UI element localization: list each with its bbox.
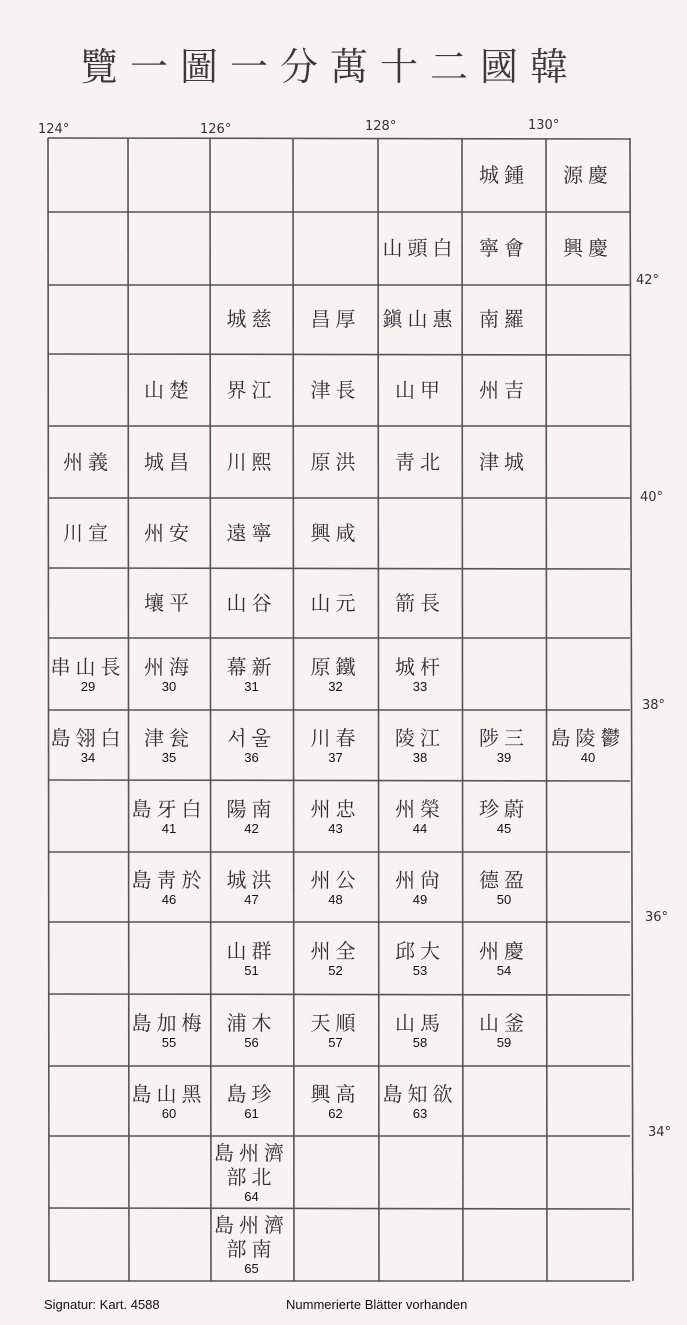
map-sheet-cell[interactable] bbox=[546, 212, 630, 285]
signature-text: Signatur: Kart. 4588 bbox=[44, 1297, 160, 1312]
sheet-name: 興高 bbox=[310, 1081, 361, 1106]
sheet-name: 津瓮 bbox=[144, 725, 194, 750]
map-sheet-cell bbox=[48, 852, 128, 922]
map-sheet-cell bbox=[546, 922, 630, 994]
map-sheet-cell bbox=[462, 498, 546, 568]
map-sheet-cell[interactable] bbox=[293, 638, 378, 710]
sheet-number: 61 bbox=[244, 1105, 259, 1121]
sheet-number: 51 bbox=[244, 962, 259, 978]
sheet-name: 川熙 bbox=[226, 449, 277, 474]
sheet-number: 44 bbox=[412, 820, 428, 836]
sheet-number: 62 bbox=[328, 1105, 343, 1121]
map-sheet-cell bbox=[293, 1208, 378, 1281]
map-sheet-cell[interactable] bbox=[378, 994, 462, 1066]
sheet-number: 52 bbox=[328, 962, 343, 978]
map-sheet-cell[interactable] bbox=[48, 426, 128, 498]
sheet-number: 43 bbox=[328, 820, 343, 836]
sheet-number: 37 bbox=[328, 749, 343, 765]
map-sheet-cell[interactable] bbox=[128, 710, 210, 780]
map-sheet-cell[interactable] bbox=[48, 710, 128, 780]
map-sheet-cell bbox=[546, 852, 630, 922]
sheet-name: 城慈 bbox=[226, 307, 277, 331]
latitude-label-38: 38° bbox=[642, 698, 666, 713]
map-sheet-cell bbox=[546, 994, 630, 1066]
map-sheet-cell[interactable] bbox=[210, 498, 293, 568]
map-sheet-cell bbox=[48, 994, 128, 1066]
map-sheet-cell[interactable] bbox=[378, 922, 462, 994]
sheet-name: 州安 bbox=[144, 520, 194, 545]
sheet-name: 島州濟 部北 bbox=[214, 1140, 289, 1189]
map-sheet-cell[interactable] bbox=[462, 212, 546, 285]
sheet-number: 64 bbox=[244, 1188, 259, 1204]
map-sheet-cell[interactable] bbox=[378, 638, 462, 710]
map-sheet-cell bbox=[462, 638, 546, 710]
map-sheet-cell bbox=[378, 1208, 462, 1281]
map-sheet-cell[interactable] bbox=[210, 426, 293, 498]
map-sheet-cell[interactable] bbox=[462, 710, 546, 780]
sheet-name: 島州濟 部南 bbox=[214, 1213, 289, 1261]
sheet-name: 陟三 bbox=[479, 725, 529, 750]
map-sheet-cell[interactable] bbox=[293, 710, 378, 780]
map-sheet-cell[interactable] bbox=[293, 922, 378, 994]
sheet-name: 州慶 bbox=[479, 938, 529, 963]
sheet-name: 州全 bbox=[310, 938, 361, 963]
grid-column-line bbox=[630, 138, 633, 1281]
map-sheet-cell[interactable] bbox=[378, 710, 462, 780]
map-sheet-cell[interactable] bbox=[462, 922, 546, 994]
map-sheet-cell[interactable] bbox=[128, 498, 210, 568]
map-sheet-cell bbox=[48, 568, 128, 638]
sheet-name: 壤平 bbox=[144, 590, 194, 615]
sheet-name: 山元 bbox=[310, 590, 361, 615]
map-sheet-cell[interactable] bbox=[128, 568, 210, 638]
map-sheet-cell bbox=[546, 1208, 630, 1281]
map-sheet-cell bbox=[48, 922, 128, 994]
map-sheet-cell[interactable] bbox=[462, 852, 546, 922]
sheet-number: 48 bbox=[328, 891, 343, 907]
sheet-name: 浦木 bbox=[226, 1010, 277, 1035]
map-sheet-cell[interactable] bbox=[546, 138, 630, 212]
sheet-name: 島牙白 bbox=[131, 796, 207, 821]
sheet-name: 서울 bbox=[227, 725, 276, 750]
map-sheet-cell[interactable] bbox=[462, 138, 546, 212]
map-sheet-cell[interactable] bbox=[210, 922, 293, 994]
map-sheet-cell[interactable] bbox=[378, 1066, 462, 1136]
map-sheet-cell bbox=[48, 1208, 128, 1281]
map-sheet-cell[interactable] bbox=[210, 285, 293, 354]
sheet-name: 寧會 bbox=[479, 236, 529, 260]
map-sheet-cell[interactable] bbox=[210, 1066, 293, 1136]
map-sheet-cell[interactable] bbox=[293, 568, 378, 638]
sheet-number: 57 bbox=[328, 1034, 343, 1050]
longitude-label-130: 130° bbox=[528, 118, 560, 133]
sheet-name: 山谷 bbox=[226, 590, 277, 615]
map-sheet-cell[interactable] bbox=[128, 354, 210, 426]
map-sheet-cell bbox=[462, 1136, 546, 1208]
sheet-name: 靑北 bbox=[395, 449, 445, 474]
map-sheet-cell[interactable] bbox=[210, 1136, 293, 1208]
sheet-number: 46 bbox=[161, 891, 177, 907]
map-sheet-cell[interactable] bbox=[210, 638, 293, 710]
sheet-name: 川宣 bbox=[63, 520, 113, 545]
map-sheet-cell bbox=[48, 1136, 128, 1208]
sheet-name: 城洪 bbox=[226, 867, 277, 892]
map-sheet-cell[interactable] bbox=[378, 780, 462, 852]
sheet-name: 德盈 bbox=[479, 867, 529, 892]
sheet-name: 興慶 bbox=[563, 236, 613, 260]
sheet-name: 界江 bbox=[226, 377, 277, 402]
map-sheet-cell[interactable] bbox=[293, 994, 378, 1066]
sheet-name: 山群 bbox=[226, 938, 277, 963]
map-sheet-cell bbox=[546, 354, 630, 426]
sheet-name: 陵江 bbox=[395, 725, 445, 750]
map-sheet-cell bbox=[293, 212, 378, 285]
sheet-number: 58 bbox=[412, 1034, 428, 1050]
map-sheet-cell[interactable] bbox=[128, 638, 210, 710]
map-sheet-cell[interactable] bbox=[210, 710, 293, 780]
sheet-name: 邱大 bbox=[395, 938, 445, 963]
sheet-name: 遠寧 bbox=[226, 520, 277, 545]
map-sheet-cell[interactable] bbox=[293, 780, 378, 852]
map-sheet-cell bbox=[546, 1066, 630, 1136]
map-sheet-cell[interactable] bbox=[48, 498, 128, 568]
sheet-name: 山釜 bbox=[479, 1010, 529, 1035]
sheet-name: 津長 bbox=[310, 377, 361, 402]
sheet-number: 42 bbox=[244, 820, 259, 836]
map-sheet-cell bbox=[546, 426, 630, 498]
longitude-label-126: 126° bbox=[200, 122, 232, 137]
map-sheet-cell[interactable] bbox=[128, 852, 210, 922]
map-sheet-cell[interactable] bbox=[293, 852, 378, 922]
sheet-name: 山頭白 bbox=[382, 236, 458, 260]
sheet-number: 35 bbox=[161, 749, 177, 765]
map-sheet-cell[interactable] bbox=[128, 426, 210, 498]
sheet-name: 州吉 bbox=[479, 377, 529, 402]
sheet-name: 島靑於 bbox=[131, 867, 207, 892]
sheet-name: 南羅 bbox=[479, 307, 529, 331]
sheet-name: 山楚 bbox=[144, 377, 194, 402]
map-sheet-cell bbox=[546, 638, 630, 710]
map-sheet-cell bbox=[378, 498, 462, 568]
sheet-name: 島知欲 bbox=[382, 1081, 458, 1106]
map-sheet-cell[interactable] bbox=[378, 212, 462, 285]
map-title: 覽一圖一分萬十二國韓 bbox=[79, 45, 580, 89]
map-sheet-cell bbox=[48, 354, 128, 426]
sheet-name: 原鐵 bbox=[310, 654, 361, 679]
sheet-name: 鎭山惠 bbox=[382, 307, 458, 331]
sheet-name: 州義 bbox=[63, 449, 113, 474]
sheet-number: 65 bbox=[244, 1261, 259, 1276]
map-sheet-cell[interactable] bbox=[210, 994, 293, 1066]
latitude-label-34: 34° bbox=[648, 1125, 672, 1140]
sheet-name: 原洪 bbox=[310, 449, 361, 474]
map-sheet-cell[interactable] bbox=[462, 354, 546, 426]
sheet-number: 60 bbox=[161, 1105, 177, 1121]
map-sheet-cell bbox=[378, 138, 462, 212]
map-sheet-cell[interactable] bbox=[293, 285, 378, 354]
sheet-name: 珍蔚 bbox=[479, 796, 529, 821]
longitude-label-128: 128° bbox=[365, 119, 397, 134]
sheet-name: 州榮 bbox=[395, 796, 445, 821]
sheet-name: 城杆 bbox=[395, 654, 445, 679]
sheet-name: 州忠 bbox=[310, 796, 361, 821]
map-sheet-cell bbox=[462, 568, 546, 638]
sheet-number: 38 bbox=[412, 749, 428, 765]
map-sheet-cell bbox=[462, 1066, 546, 1136]
map-sheet-cell[interactable] bbox=[378, 285, 462, 354]
map-sheet-cell[interactable] bbox=[210, 780, 293, 852]
sheet-name: 城鍾 bbox=[479, 162, 529, 187]
sheet-number: 59 bbox=[496, 1034, 512, 1050]
sheet-name: 島翎白 bbox=[50, 725, 126, 750]
map-sheet-cell bbox=[128, 1136, 210, 1208]
sheet-name: 島珍 bbox=[226, 1081, 277, 1106]
map-sheet-cell bbox=[546, 568, 630, 638]
map-sheet-cell[interactable] bbox=[378, 426, 462, 498]
latitude-label-36: 36° bbox=[645, 910, 669, 925]
sheet-number: 41 bbox=[161, 820, 177, 836]
map-sheet-cell[interactable] bbox=[462, 426, 546, 498]
sheet-number: 56 bbox=[244, 1034, 259, 1050]
map-sheet-cell bbox=[293, 138, 378, 212]
sheet-name: 島陵鬱 bbox=[550, 725, 626, 750]
map-sheet-cell[interactable] bbox=[462, 780, 546, 852]
map-sheet-cell bbox=[128, 138, 210, 212]
map-sheet-cell[interactable] bbox=[48, 638, 128, 710]
sheet-number: 33 bbox=[412, 678, 428, 694]
map-sheet-cell[interactable] bbox=[293, 498, 378, 568]
map-sheet-cell bbox=[48, 138, 128, 212]
sheet-name: 陽南 bbox=[226, 796, 277, 821]
map-sheet-cell[interactable] bbox=[128, 1066, 210, 1136]
longitude-label-124: 124° bbox=[38, 122, 70, 137]
map-sheet-cell bbox=[48, 780, 128, 852]
map-sheet-cell[interactable] bbox=[378, 852, 462, 922]
sheet-number: 30 bbox=[161, 678, 177, 694]
map-sheet-cell[interactable] bbox=[378, 354, 462, 426]
numbered-sheets-note: Nummerierte Blätter vorhanden bbox=[286, 1297, 468, 1312]
map-sheet-cell bbox=[128, 212, 210, 285]
sheet-name: 幕新 bbox=[226, 654, 277, 679]
map-sheet-cell bbox=[462, 1208, 546, 1281]
sheet-number: 39 bbox=[496, 749, 512, 765]
map-sheet-cell bbox=[378, 1136, 462, 1208]
sheet-number: 34 bbox=[80, 749, 96, 765]
sheet-name: 島山黑 bbox=[131, 1081, 207, 1106]
map-sheet-cell[interactable] bbox=[210, 852, 293, 922]
map-sheet-cell[interactable] bbox=[462, 994, 546, 1066]
sheet-number: 36 bbox=[244, 749, 259, 765]
latitude-label-40: 40° bbox=[640, 490, 664, 505]
sheet-number: 63 bbox=[412, 1105, 428, 1121]
sheet-number: 31 bbox=[244, 678, 259, 694]
map-sheet-cell bbox=[293, 1136, 378, 1208]
sheet-name: 州尙 bbox=[395, 867, 445, 892]
map-sheet-cell bbox=[210, 138, 293, 212]
map-sheet-cell bbox=[128, 1208, 210, 1281]
sheet-name: 源慶 bbox=[563, 162, 613, 187]
sheet-number: 54 bbox=[496, 962, 512, 978]
sheet-name: 川春 bbox=[310, 725, 361, 750]
map-sheet-cell bbox=[546, 498, 630, 568]
sheet-number: 49 bbox=[412, 891, 428, 907]
sheet-name: 箭長 bbox=[395, 590, 445, 615]
map-sheet-cell bbox=[546, 1136, 630, 1208]
sheet-number: 53 bbox=[412, 962, 428, 978]
sheet-name: 津城 bbox=[479, 449, 529, 474]
map-sheet-cell bbox=[546, 780, 630, 852]
map-sheet-cell bbox=[210, 212, 293, 285]
sheet-name: 州海 bbox=[144, 654, 194, 679]
sheet-name: 城昌 bbox=[144, 449, 194, 474]
sheet-name: 興咸 bbox=[310, 520, 361, 545]
sheet-number: 50 bbox=[496, 891, 512, 907]
sheet-name: 昌厚 bbox=[310, 307, 361, 331]
sheet-number: 40 bbox=[580, 749, 596, 765]
sheet-number: 45 bbox=[496, 820, 512, 836]
map-sheet-cell[interactable] bbox=[378, 568, 462, 638]
map-sheet-cell bbox=[48, 285, 128, 354]
map-sheet-cell[interactable] bbox=[462, 285, 546, 354]
map-sheet-cell[interactable] bbox=[210, 568, 293, 638]
map-sheet-cell bbox=[546, 285, 630, 354]
map-sheet-cell[interactable] bbox=[293, 1066, 378, 1136]
sheet-number: 47 bbox=[244, 891, 259, 907]
sheet-number: 55 bbox=[161, 1034, 177, 1050]
latitude-label-42: 42° bbox=[636, 273, 660, 288]
map-sheet-cell[interactable] bbox=[210, 354, 293, 426]
sheet-name: 串山長 bbox=[50, 654, 126, 679]
sheet-name: 山甲 bbox=[395, 377, 445, 402]
map-sheet-cell bbox=[128, 922, 210, 994]
map-sheet-cell[interactable] bbox=[210, 1208, 293, 1281]
sheet-name: 島加梅 bbox=[131, 1010, 207, 1035]
map-sheet-cell bbox=[128, 285, 210, 354]
sheet-name: 州公 bbox=[310, 867, 361, 892]
sheet-name: 天順 bbox=[310, 1010, 361, 1035]
map-sheet-cell[interactable] bbox=[128, 780, 210, 852]
sheet-number: 32 bbox=[328, 678, 343, 694]
map-sheet-cell[interactable] bbox=[293, 354, 378, 426]
sheet-name: 山馬 bbox=[395, 1010, 445, 1035]
map-sheet-cell[interactable] bbox=[128, 994, 210, 1066]
map-sheet-cell[interactable] bbox=[293, 426, 378, 498]
map-sheet-cell bbox=[48, 212, 128, 285]
map-sheet-cell bbox=[48, 1066, 128, 1136]
map-sheet-cell[interactable] bbox=[546, 710, 630, 780]
sheet-number: 29 bbox=[80, 678, 96, 694]
